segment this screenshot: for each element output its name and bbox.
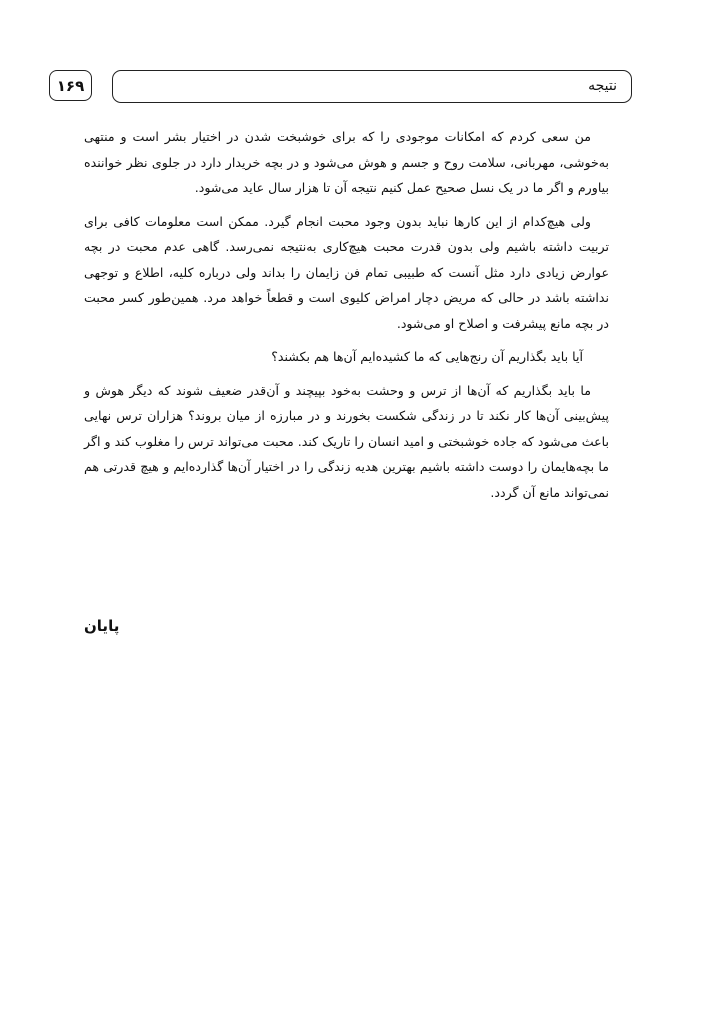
paragraph-2: ولی هیچ‌کدام از این کارها نباید بدون وجود محبت انجام گیرد. ممکن است معلومات کافی برای تربیت داشته باشیم ولی بدون قدرت محبت هیچ‌کاری به‌نتیجه نمی‌رسد. گاهی عدم محبت در بچه عوارض زیادی دارد مثل آنست که طبیبی تمام فن زایمان را بداند ولی درباره کلیه، اطلاع و توجهی نداشته باشد در حالی که مریض دچار امراض کلیوی است و قطعاً خواهد مرد. همین‌طور کسر محبت در بچه مانع پیشرفت و اصلاح او می‌شود. xyxy=(84,213,609,331)
chapter-header: نتیجه xyxy=(112,70,632,103)
main-text xyxy=(84,124,609,513)
page-number: ۱۶۹ xyxy=(49,70,92,101)
paragraph-1: من سعی کردم که امکانات موجودی را که برای خوشبخت شدن در اختیار بشر است و منتهی به‌خوشی، مهربانی، سلامت روح و جسم و هوش می‌شود و در بچه خریدار دارد در جلوی نظر خواننده بیاورم و اگر ما در یک نسل صحیح عمل کنیم نتیجه آن تا هزار سال عاید می‌شود. xyxy=(84,129,609,195)
paragraph-question: آیا باید بگذاریم آن رنج‌هایی که ما کشیده‌ایم آن‌ها هم بکشند؟ xyxy=(271,349,583,364)
paragraph-4: ما باید بگذاریم که آن‌ها از ترس و وحشت به‌خود بپیچند و آن‌قدر ضعیف شوند که دیگر هوش و پیش‌بینی آن‌ها کار نکند تا در زندگی شکست بخورند و در مبارزه از میان بروند؟ هزاران ترس نهایی باعث می‌شود که جاده خوشبختی و امید انسان را تاریک کند. محبت می‌تواند ترس را مغلوب کند و اگر ما بچه‌هایمان را دوست داشته باشیم بهترین هدیه زندگی را در اختیار آن‌ها گذارده‌ایم و هیچ قدرتی هم نمی‌تواند مانع آن گردد. xyxy=(84,382,609,500)
end-label: پایان xyxy=(84,617,120,635)
